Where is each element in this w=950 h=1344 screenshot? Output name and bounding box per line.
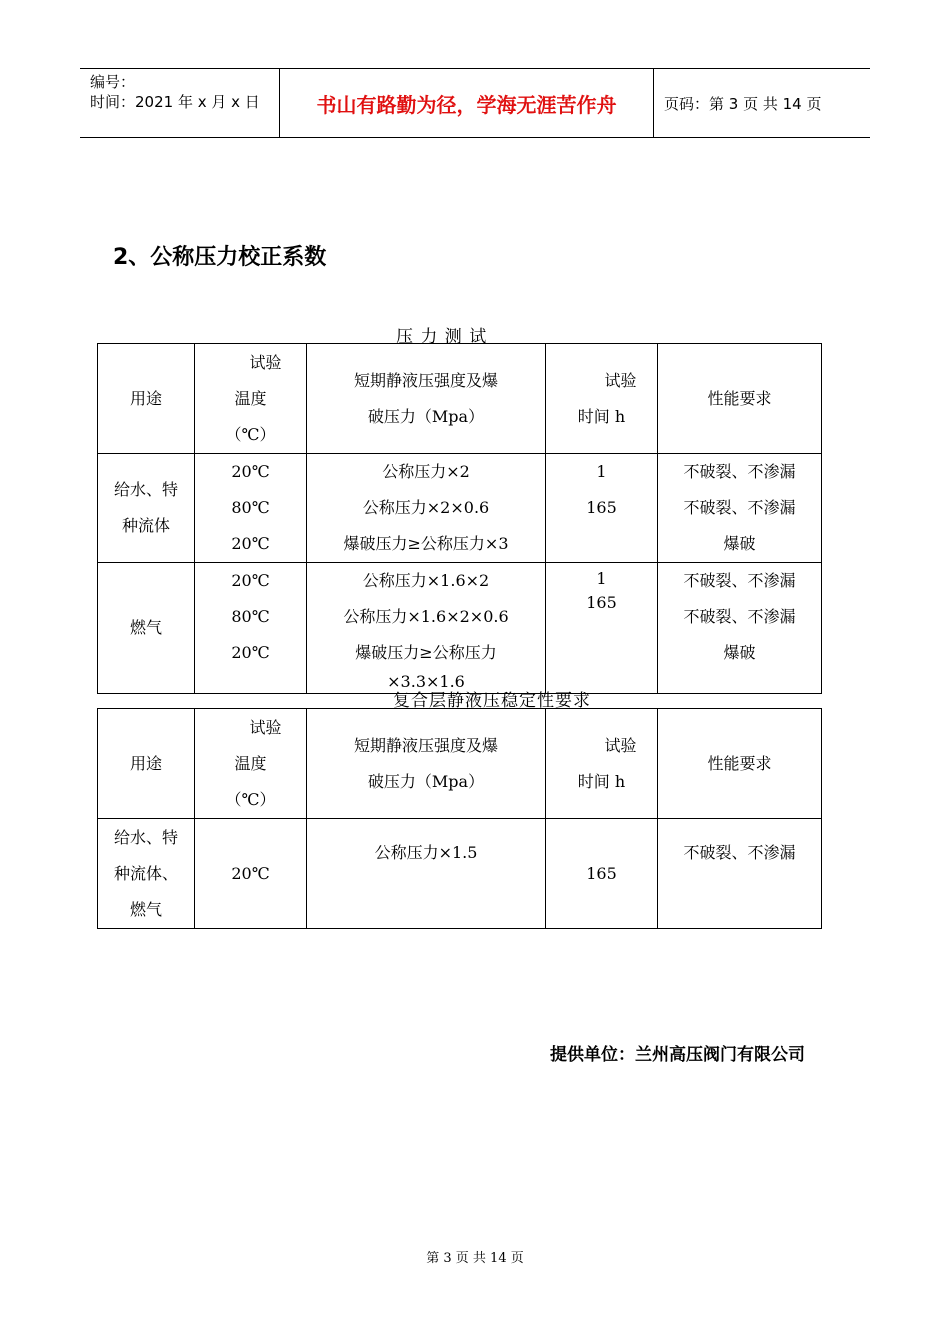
header-perf: 性能要求: [658, 344, 822, 454]
t2-perf: 不破裂、不渗漏: [658, 819, 822, 929]
table-row: [98, 563, 822, 694]
table1-caption: 压 力 测 试: [396, 327, 488, 347]
table2-caption: 复合层静液压稳定性要求: [393, 691, 591, 711]
table-row: [98, 819, 822, 929]
header-pressure: 短期静液压强度及爆 破压力（Mpa）: [307, 709, 546, 819]
header-page-label: 页码：第 3 页 共 14 页: [664, 94, 822, 113]
header-perf: 性能要求: [658, 709, 822, 819]
header-use: 用途: [98, 344, 195, 454]
row1-perfs: 不破裂、不渗漏 不破裂、不渗漏 爆破: [658, 454, 822, 563]
table-header-row: [98, 344, 822, 454]
number-label: 编号：: [90, 73, 136, 91]
table-header-row: [98, 709, 822, 819]
header-pressure: 短期静液压强度及爆 破压力（Mpa）: [307, 344, 546, 454]
row2-pressures: 公称压力×1.6×2 公称压力×1.6×2×0.6 爆破压力≥公称压力 ×3.3×1.6: [307, 563, 546, 694]
row1-use: 给水、特 种流体: [98, 454, 195, 563]
pressure-test-table: [97, 343, 822, 694]
header-motto: 书山有路勤为径，学海无涯苦作舟: [280, 69, 654, 137]
table-row: [98, 454, 822, 563]
row2-temps: 20℃ 80℃ 20℃: [195, 563, 307, 694]
row1-temps: 20℃ 80℃ 20℃: [195, 454, 307, 563]
row1-times: 1 165: [546, 454, 658, 563]
provider-label: 提供单位：兰州高压阀门有限公司: [550, 1045, 805, 1065]
page-header: [80, 68, 870, 138]
section-title: 2、公称压力校正系数: [113, 245, 327, 270]
t2-use: 给水、特 种流体、 燃气: [98, 819, 195, 929]
t2-time: 165: [546, 819, 658, 929]
t2-temp: 20℃: [195, 819, 307, 929]
stability-table: [97, 708, 822, 929]
row2-use: 燃气: [98, 563, 195, 694]
page-footer: 第 3 页 共 14 页: [426, 1251, 524, 1266]
header-temp: 试验 温度 （℃）: [195, 709, 307, 819]
header-temp: 试验 温度 （℃）: [195, 344, 307, 454]
time-label: 时间：2021 年 x 月 x 日: [90, 93, 260, 111]
header-time: 试验 时间 h: [546, 709, 658, 819]
row2-times: 1 165: [546, 563, 658, 694]
row1-pressures: 公称压力×2 公称压力×2×0.6 爆破压力≥公称压力×3: [307, 454, 546, 563]
row2-perfs: 不破裂、不渗漏 不破裂、不渗漏 爆破: [658, 563, 822, 694]
t2-pressure: 公称压力×1.5: [307, 819, 546, 929]
header-left: [80, 69, 280, 137]
header-time: 试验 时间 h: [546, 344, 658, 454]
header-use: 用途: [98, 709, 195, 819]
